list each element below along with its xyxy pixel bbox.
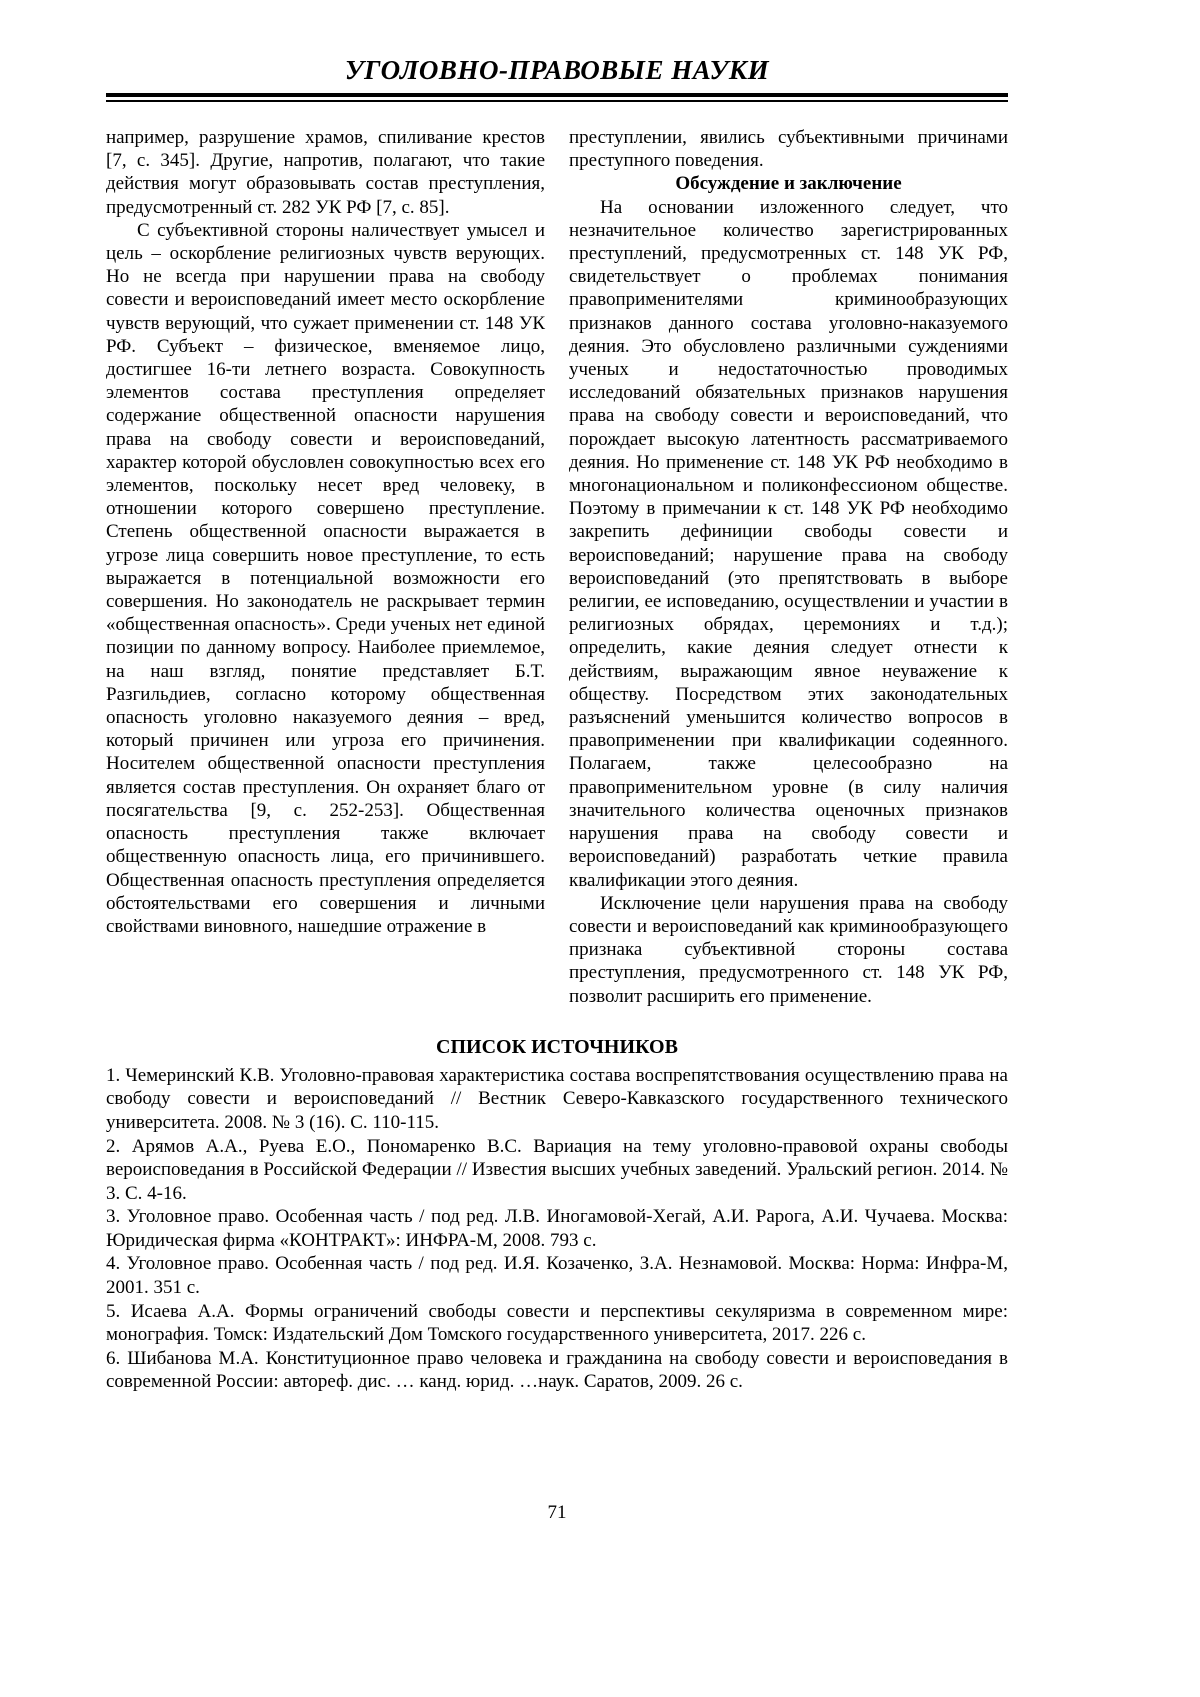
reference-item: 2. Арямов А.А., Руева Е.О., Пономаренко В.С. Вариация на тему уголовно-правовой охраны свободы вероисповедания в Российской Федерации // Известия высших учебных заведений. Уральский регион. 2014. № 3. С. 4-16. — [106, 1135, 1008, 1204]
running-head-title: УГОЛОВНО-ПРАВОВЫЕ НАУКИ — [344, 55, 770, 85]
section-subheading: Обсуждение и заключение — [675, 173, 902, 195]
left-column — [106, 126, 545, 1008]
reference-item: 6. Шибанова М.А. Конституционное право человека и гражданина на свободу совести и вероисповедания в современной России: автореф. дис. … канд. юрид. …наук. Саратов, 2009. 26 с. — [106, 1347, 1008, 1393]
header-double-rule — [106, 93, 1008, 102]
reference-item: 5. Исаева А.А. Формы ограничений свободы совести и перспективы секуляризма в современном мире: монография. Томск: Издательский Дом Томского государственного университета, 2017. 226 с. — [106, 1300, 1008, 1346]
body-paragraph: например, разрушение храмов, спиливание крестов [7, с. 345]. Другие, напротив, полагают, что такие действия могут образовывать состав преступления, предусмотренный ст. 282 УК РФ [7, с. 85]. — [106, 127, 545, 218]
page-footer — [106, 1502, 1008, 1524]
page-content — [106, 54, 1008, 1394]
page-number: 71 — [547, 1502, 567, 1523]
article-body — [106, 126, 1008, 1008]
reference-item: 4. Уголовное право. Особенная часть / под ред. И.Я. Козаченко, З.А. Незнамовой. Москва: Норма: Инфра-М, 2001. 351 с. — [106, 1253, 1008, 1299]
reference-item: 3. Уголовное право. Особенная часть / под ред. Л.В. Иногамовой-Хегай, А.И. Рарога, А.И. Чучаева. Москва: Юридическая фирма «КОНТРАКТ»: ИНФРА-М, 2008. 793 с. — [106, 1206, 1008, 1251]
body-paragraph: преступлении, явились субъективными причинами преступного поведения. — [569, 127, 1008, 172]
right-column — [569, 126, 1008, 1008]
body-paragraph: На основании изложенного следует, что незначительное количество зарегистрированных преступлений, предусмотренных ст. 148 УК РФ, свидетельствует о проблемах понимания правоприменителями криминообразующих признаков данного состава уголовно-наказуемого деяния. Это обусловлено различными суждениями ученых и недостаточностью проводимых исследований обязательных признаков нарушения права на свободу совести и вероисповеданий, что порождает высокую латентность рассматриваемого деяния. Но применение ст. 148 УК РФ необходимо в многонациональном и поликонфессионом обществе. Поэтому в примечании к ст. 148 УК РФ необходимо закрепить дефиниции свободы совести и вероисповеданий; нарушение права на свободу вероисповеданий (это препятствовать в выборе религии, ее исповеданию, осуществлении и участии в религиозных обрядах, церемониях и т.д.); определить, какие деяния следует отнести к действиям, выражающим явное неуважение к обществу. Посредством этих законодательных разъяснений уменьшится количество вопросов в правоприменении при квалификации содеянного. Полагаем, также целесообразно на правоприменительном уровне (в силу наличия значительного количества оценочных признаков нарушения права на свободу совести и вероисповеданий) разработать четкие правила квалификации этого деяния. — [569, 196, 1008, 891]
body-paragraph: Исключение цели нарушения права на свободу совести и вероисповеданий как криминообразующего признака субъективной стороны состава преступления, предусмотренного ст. 148 УК РФ, позволит расширить его применение. — [569, 892, 1008, 1007]
references-section — [106, 1035, 1008, 1394]
page-header — [106, 54, 1008, 102]
references-heading: СПИСОК ИСТОЧНИКОВ — [436, 1035, 678, 1058]
body-paragraph: С субъективной стороны наличествует умысел и цель – оскорбление религиозных чувств верующих. Но не всегда при нарушении права на свободу совести и вероисповеданий имеет место оскорбление чувств верующий, что сужает применении ст. 148 УК РФ. Субъект – физическое, вменяемое лицо, достигшее 16-ти летнего возраста. Совокупность элементов состава преступления определяет содержание общественной опасности нарушения права на свободу совести и вероисповеданий, характер которой обусловлен совокупностью всех его элементов, поскольку несет вред человеку, в отношении которого совершено преступление. Степень общественной опасности выражается в угрозе лица совершить новое преступление, то есть выражается в потенциальной возможности его совершения. Но законодатель не раскрывает термин «общественная опасность». Среди ученых нет единой позиции по данному вопросу. Наиболее приемлемое, на наш взгляд, понятие представляет Б.Т. Разгильдиев, согласно которому общественная опасность уголовно наказуемого деяния – вред, который причинен или угроза его причинения. Носителем общественной опасности преступления является состав преступления. Он охраняет благо от посягательства [9, с. 252-253]. Общественная опасность преступления также включает общественную опасность лица, его причинившего. Общественная опасность преступления определяется обстоятельствами его совершения и личными свойствами виновного, нашедшие отражение в — [106, 219, 545, 937]
reference-item: 1. Чемеринский К.В. Уголовно-правовая характеристика состава воспрепятствования осуществлению права на свободу совести и вероисповеданий // Вестник Северо-Кавказского государственного технического университета. 2008. № 3 (16). С. 110-115. — [106, 1064, 1008, 1133]
